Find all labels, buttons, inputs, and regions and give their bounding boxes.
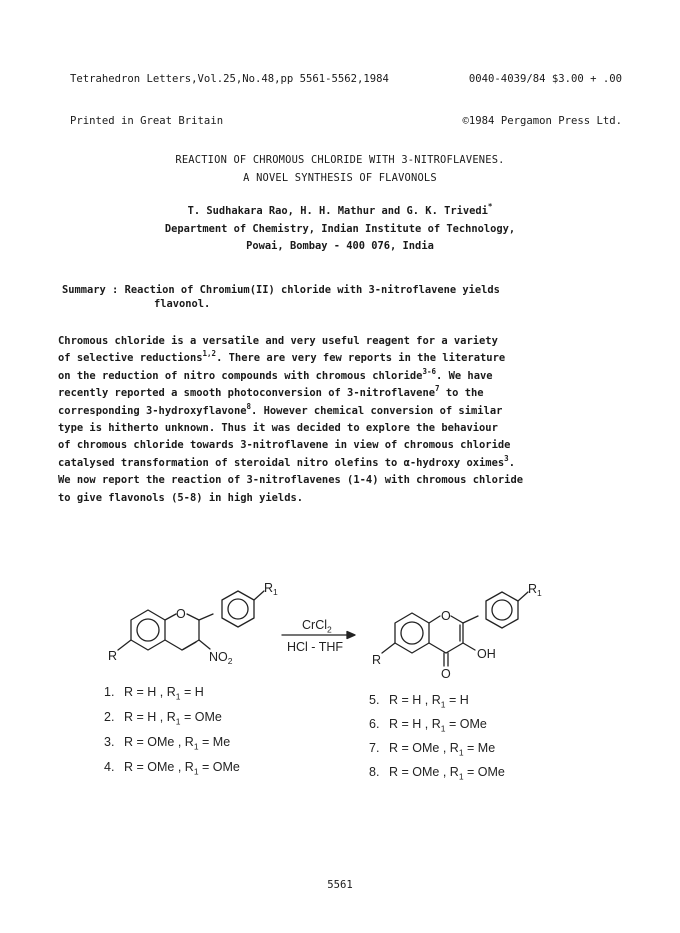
carbonyl-oxygen: O xyxy=(441,667,451,681)
compound-number: 3. xyxy=(104,735,115,749)
left-r1-subscript: 1 xyxy=(273,587,278,597)
compound-number: 4. xyxy=(104,760,115,774)
compound-r1-value: = OMe xyxy=(180,710,222,724)
article-title xyxy=(0,151,680,187)
compound-r1-symbol: R xyxy=(431,693,441,707)
compound-r: R = H , xyxy=(124,710,167,724)
right-r1-label xyxy=(528,582,542,598)
citation-ref: 1,2 xyxy=(202,349,217,359)
reagent-crcl-subscript: 2 xyxy=(327,624,332,635)
compound-r1-subscript: 1 xyxy=(458,771,464,782)
compound-number: 8. xyxy=(369,765,380,779)
body-text: catalysed transformation of steroidal nitro olefins to α-hydroxy oximes xyxy=(58,456,505,469)
body-text: . However chemical conversion of similar xyxy=(251,404,503,417)
body-line xyxy=(58,385,638,402)
compound-r1-subscript: 1 xyxy=(193,741,199,752)
issn-price-line: 0040-4039/84 $3.00 + .00 xyxy=(468,73,622,85)
compound-r: R = OMe , xyxy=(389,765,450,779)
right-r1-subscript: 1 xyxy=(537,588,542,598)
left-r-label: R xyxy=(108,649,118,663)
compound-number: 6. xyxy=(369,717,380,731)
compound-r1-symbol: R xyxy=(449,741,459,755)
compound-number: 7. xyxy=(369,741,380,755)
compound-r1-symbol: R xyxy=(449,765,459,779)
compound-entry xyxy=(369,741,505,765)
compound-r: R = H , xyxy=(389,717,432,731)
left-r1-label xyxy=(264,581,278,597)
author-names-text: T. Sudhakara Rao, H. H. Mathur and G. K. Trivedi xyxy=(187,205,488,217)
compound-entry xyxy=(104,685,240,710)
compound-r: R = H , xyxy=(389,693,432,707)
body-line: of chromous chloride towards 3-nitroflavene in view of chromous chloride xyxy=(58,439,511,452)
right-r-label: R xyxy=(372,653,382,667)
journal-citation xyxy=(70,44,389,142)
body-line xyxy=(58,350,638,367)
compound-r1-symbol: R xyxy=(184,735,194,749)
compound-r1-value: = Me xyxy=(463,741,496,755)
left-ring-oxygen: O xyxy=(176,607,186,621)
body-text: on the reduction of nitro compounds with chromous chloride xyxy=(58,369,423,382)
citation-ref: 3 xyxy=(504,453,509,463)
compound-r1-symbol: R xyxy=(166,710,176,724)
compound-r1-symbol: R xyxy=(431,717,441,731)
compound-r1-subscript: 1 xyxy=(175,691,181,702)
compound-r1-subscript: 1 xyxy=(458,747,464,758)
summary-text-line1: Reaction of Chromium(II) chloride with 3-nitroflavene yields xyxy=(124,284,500,296)
compound-r1-value: = H xyxy=(180,685,204,699)
title-line1: REACTION OF CHROMOUS CHLORIDE WITH 3-NITROFLAVENES. xyxy=(175,154,505,166)
reaction-scheme xyxy=(0,570,680,700)
affiliation-line2: Powai, Bombay - 400 076, India xyxy=(246,240,434,252)
compound-entry xyxy=(104,760,240,785)
reagent-hcl-thf: HCl - THF xyxy=(287,640,344,654)
compound-number: 5. xyxy=(369,693,380,707)
compound-r1-value: = H xyxy=(445,693,469,707)
summary xyxy=(62,284,622,311)
compound-r1-subscript: 1 xyxy=(440,699,446,710)
compound-r1-subscript: 1 xyxy=(193,766,199,777)
journal-citation-line1: Tetrahedron Letters,Vol.25,No.48,pp 5561-5562,1984 xyxy=(70,73,389,85)
body-line: to give flavonols (5-8) in high yields. xyxy=(58,491,304,504)
body-paragraph xyxy=(58,333,638,507)
affiliation-line1: Department of Chemistry, Indian Institute of Technology, xyxy=(164,222,516,235)
body-text: recently reported a smooth photoconversion of 3-nitroflavene xyxy=(58,387,436,400)
nitro-subscript: 2 xyxy=(227,656,233,666)
body-line xyxy=(58,455,638,472)
citation-ref: 8 xyxy=(246,401,252,411)
compound-entry xyxy=(369,765,505,789)
compound-number: 2. xyxy=(104,710,115,724)
corresponding-author-mark: * xyxy=(487,202,493,211)
printed-in-line: Printed in Great Britain xyxy=(70,115,224,127)
summary-label: Summary : xyxy=(62,284,119,296)
compound-r1-value: = OMe xyxy=(445,717,487,731)
body-text: . xyxy=(508,456,515,469)
compound-r: R = H , xyxy=(124,685,167,699)
compound-r1-symbol: R xyxy=(166,685,176,699)
compound-r: R = OMe , xyxy=(124,760,185,774)
author-names xyxy=(0,203,680,221)
hydroxyl-label: OH xyxy=(477,647,496,661)
body-text: to the xyxy=(439,387,484,400)
flavonol-compound-list xyxy=(369,693,505,789)
compound-entry xyxy=(369,717,505,741)
body-line xyxy=(58,403,638,420)
nitro-group-label xyxy=(209,650,233,666)
citation-ref: 3-6 xyxy=(422,366,437,376)
page-number: 5561 xyxy=(327,879,353,891)
right-ring-oxygen: O xyxy=(441,609,451,623)
compound-r1-subscript: 1 xyxy=(440,723,446,734)
body-text: . There are very few reports in the literature xyxy=(216,352,506,365)
body-line: We now report the reaction of 3-nitroflavenes (1-4) with chromous chloride xyxy=(58,474,524,487)
body-line: type is hitherto unknown. Thus it was decided to explore the behaviour xyxy=(58,422,498,435)
body-line: Chromous chloride is a versatile and very useful reagent for a variety xyxy=(58,335,498,347)
nitroflavene-compound-list xyxy=(104,685,240,785)
title-line2: A NOVEL SYNTHESIS OF FLAVONOLS xyxy=(243,172,437,184)
body-text: of selective reductions xyxy=(58,352,203,365)
compound-r: R = OMe , xyxy=(124,735,185,749)
citation-ref: 7 xyxy=(435,384,440,394)
compound-entry xyxy=(369,693,505,717)
left-r1-symbol: R xyxy=(264,581,274,595)
summary-text-line2: flavonol. xyxy=(154,297,211,310)
compound-r1-value: = Me xyxy=(198,735,231,749)
nitroflavene-structure xyxy=(118,591,264,650)
copyright-block xyxy=(463,44,622,142)
flavonol-structure xyxy=(382,592,528,666)
reagent-crcl-text: CrCl xyxy=(302,618,327,632)
reagent-crcl2 xyxy=(302,618,332,635)
compound-r1-value: = OMe xyxy=(463,765,505,779)
copyright-line: ©1984 Pergamon Press Ltd. xyxy=(462,115,622,127)
compound-r1-value: = OMe xyxy=(198,760,240,774)
author-block xyxy=(0,203,680,256)
compound-entry xyxy=(104,710,240,735)
body-line xyxy=(58,368,638,385)
nitro-symbol: NO xyxy=(209,650,228,664)
compound-number: 1. xyxy=(104,685,115,699)
body-text: . We have xyxy=(436,369,493,382)
compound-r: R = OMe , xyxy=(389,741,450,755)
compound-r1-symbol: R xyxy=(184,760,194,774)
compound-entry xyxy=(104,735,240,760)
compound-r1-subscript: 1 xyxy=(175,716,181,727)
right-r1-symbol: R xyxy=(528,582,538,596)
body-text: corresponding 3-hydroxyflavone xyxy=(58,404,247,417)
